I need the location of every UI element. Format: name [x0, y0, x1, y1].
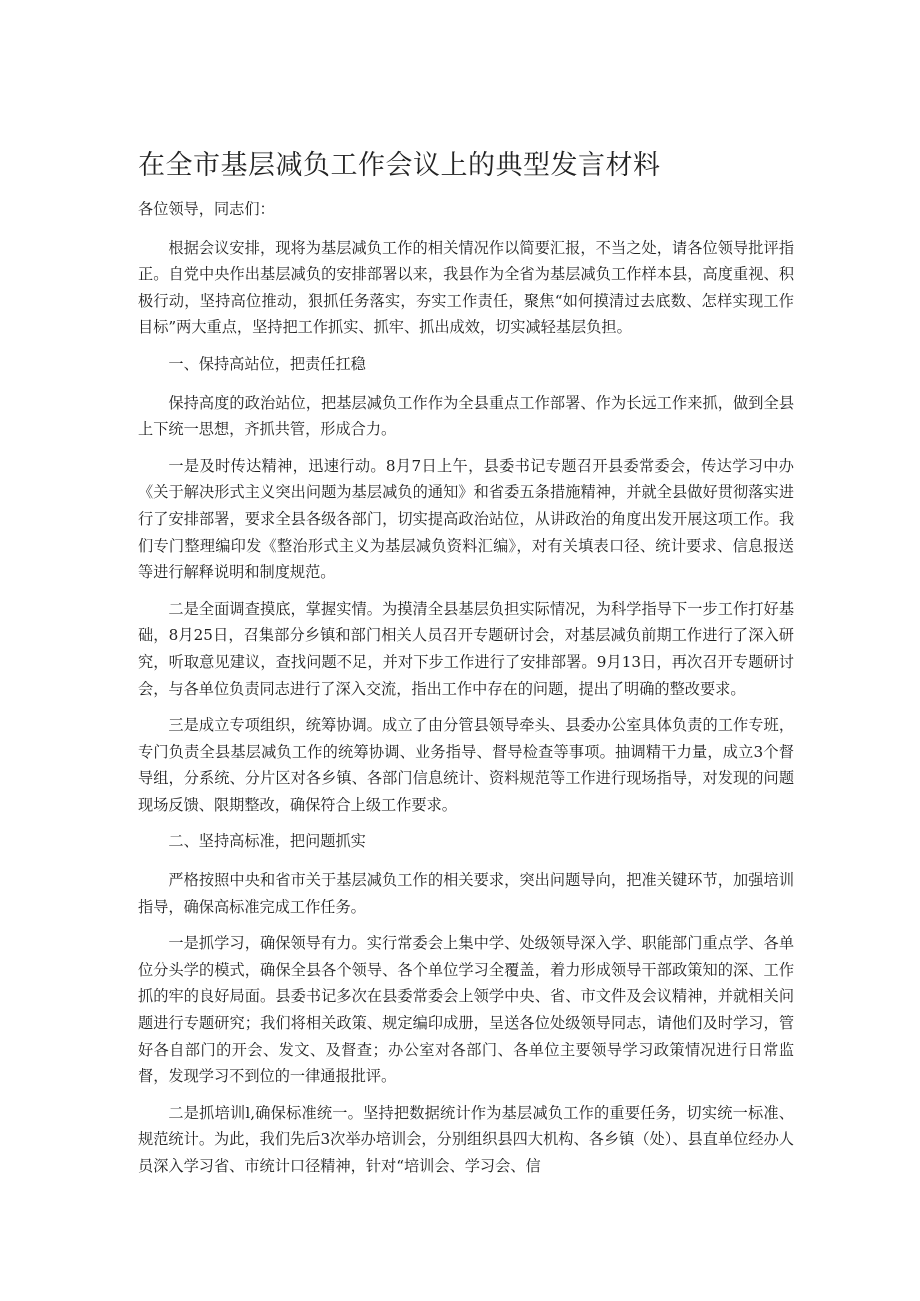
paragraph: 二是全面调查摸底，掌握实情。为摸清全县基层负担实际情况，为科学指导下一步工作打好基础，8月25日，召集部分乡镇和部门相关人员召开专题研讨会，对基层减负前期工作进行了深入研究，听取意见建议，查找问题不足，并对下步工作进行了安排部署。9月13日，再次召开专题研讨会，与各单位负责同志进行了深入交流，指出工作中存在的问题，提出了明确的整改要求。 [138, 599, 794, 698]
paragraph: 三是成立专项组织，统筹协调。成立了由分管县领导牵头、县委办公室具体负责的工作专班，专门负责全县基层减负工作的统筹协调、业务指导、督导检查等事项。抽调精干力量，成立3个督导组，分系统、分片区对各乡镇、各部门信息统计、资料规范等工作进行现场指导，对发现的问题现场反馈、限期整改，确保符合上级工作要求。 [138, 716, 794, 814]
paragraph: 严格按照中央和省市关于基层减负工作的相关要求，突出问题导向，把准关键环节，加强培训指导，确保高标准完成工作任务。 [138, 871, 794, 916]
paragraph: 保持高度的政治站位，把基层减负工作作为全县重点工作部署、作为长远工作来抓，做到全县上下统一思想，齐抓共管，形成合力。 [138, 393, 794, 439]
paragraph: 一是抓学习，确保领导有力。实行常委会上集中学、处级领导深入学、职能部门重点学、各单位分头学的模式，确保全县各个领导、各个单位学习全覆盖，着力形成领导干部政策知的深、工作抓的牢的良好局面。县委书记多次在县委常委会上领学中央、省、市文件及会议精神，并就相关问题进行专题研究；我们将相关政策、规定编印成册，呈送各位处级领导同志，请他们及时学习，管好各自部门的开会、发文、及督查；办公室对各部门、各单位主要领导学习政策情况进行日常监督，发现学习不到位的一律通报批评。 [138, 934, 794, 1086]
document-body [138, 196, 794, 1190]
section-heading-1: 一、保持高站位，把责任扛稳 [168, 354, 366, 373]
paragraph-intro: 根据会议安排，现将为基层减负工作的相关情况作以简要汇报，不当之处，请各位领导批评指正。自党中央作出基层减负的安排部署以来，我县作为全省为基层减负工作样本县，高度重视、积极行动，坚持高位推动，狠抓任务落实，夯实工作责任，聚焦“如何摸清过去底数、怎样实现工作目标”两大重点，坚持把工作抓实、抓牢、抓出成效，切实减轻基层负担。 [138, 238, 794, 337]
paragraph: 一是及时传达精神，迅速行动。8月7日上午，县委书记专题召开县委常委会，传达学习中办《关于解决形式主义突出问题为基层减负的通知》和省委五条措施精神，并就全县做好贯彻落实进行了安排部署，要求全县各级各部门，切实提高政治站位，从讲政治的角度出发开展这项工作。我们专门整理编印发《整治形式主义为基层减负资料汇编》，对有关填表口径、统计要求、信息报送等进行解释说明和制度规范。 [138, 456, 794, 582]
salutation: 各位领导，同志们： [138, 200, 275, 218]
paragraph: 二是抓培训l,确保标准统一。坚持把数据统计作为基层减负工作的重要任务，切实统一标准、规范统计。为此，我们先后3次举办培训会，分别组织县四大机构、各乡镇（处）、县直单位经办人员深入学习省、市统计口径精神，针对“培训会、学习会、信 [138, 1103, 794, 1175]
document-title: 在全市基层减负工作会议上的典型发言材料 [138, 150, 661, 181]
section-heading-2: 二、坚持高标准，把问题抓实 [168, 832, 366, 851]
